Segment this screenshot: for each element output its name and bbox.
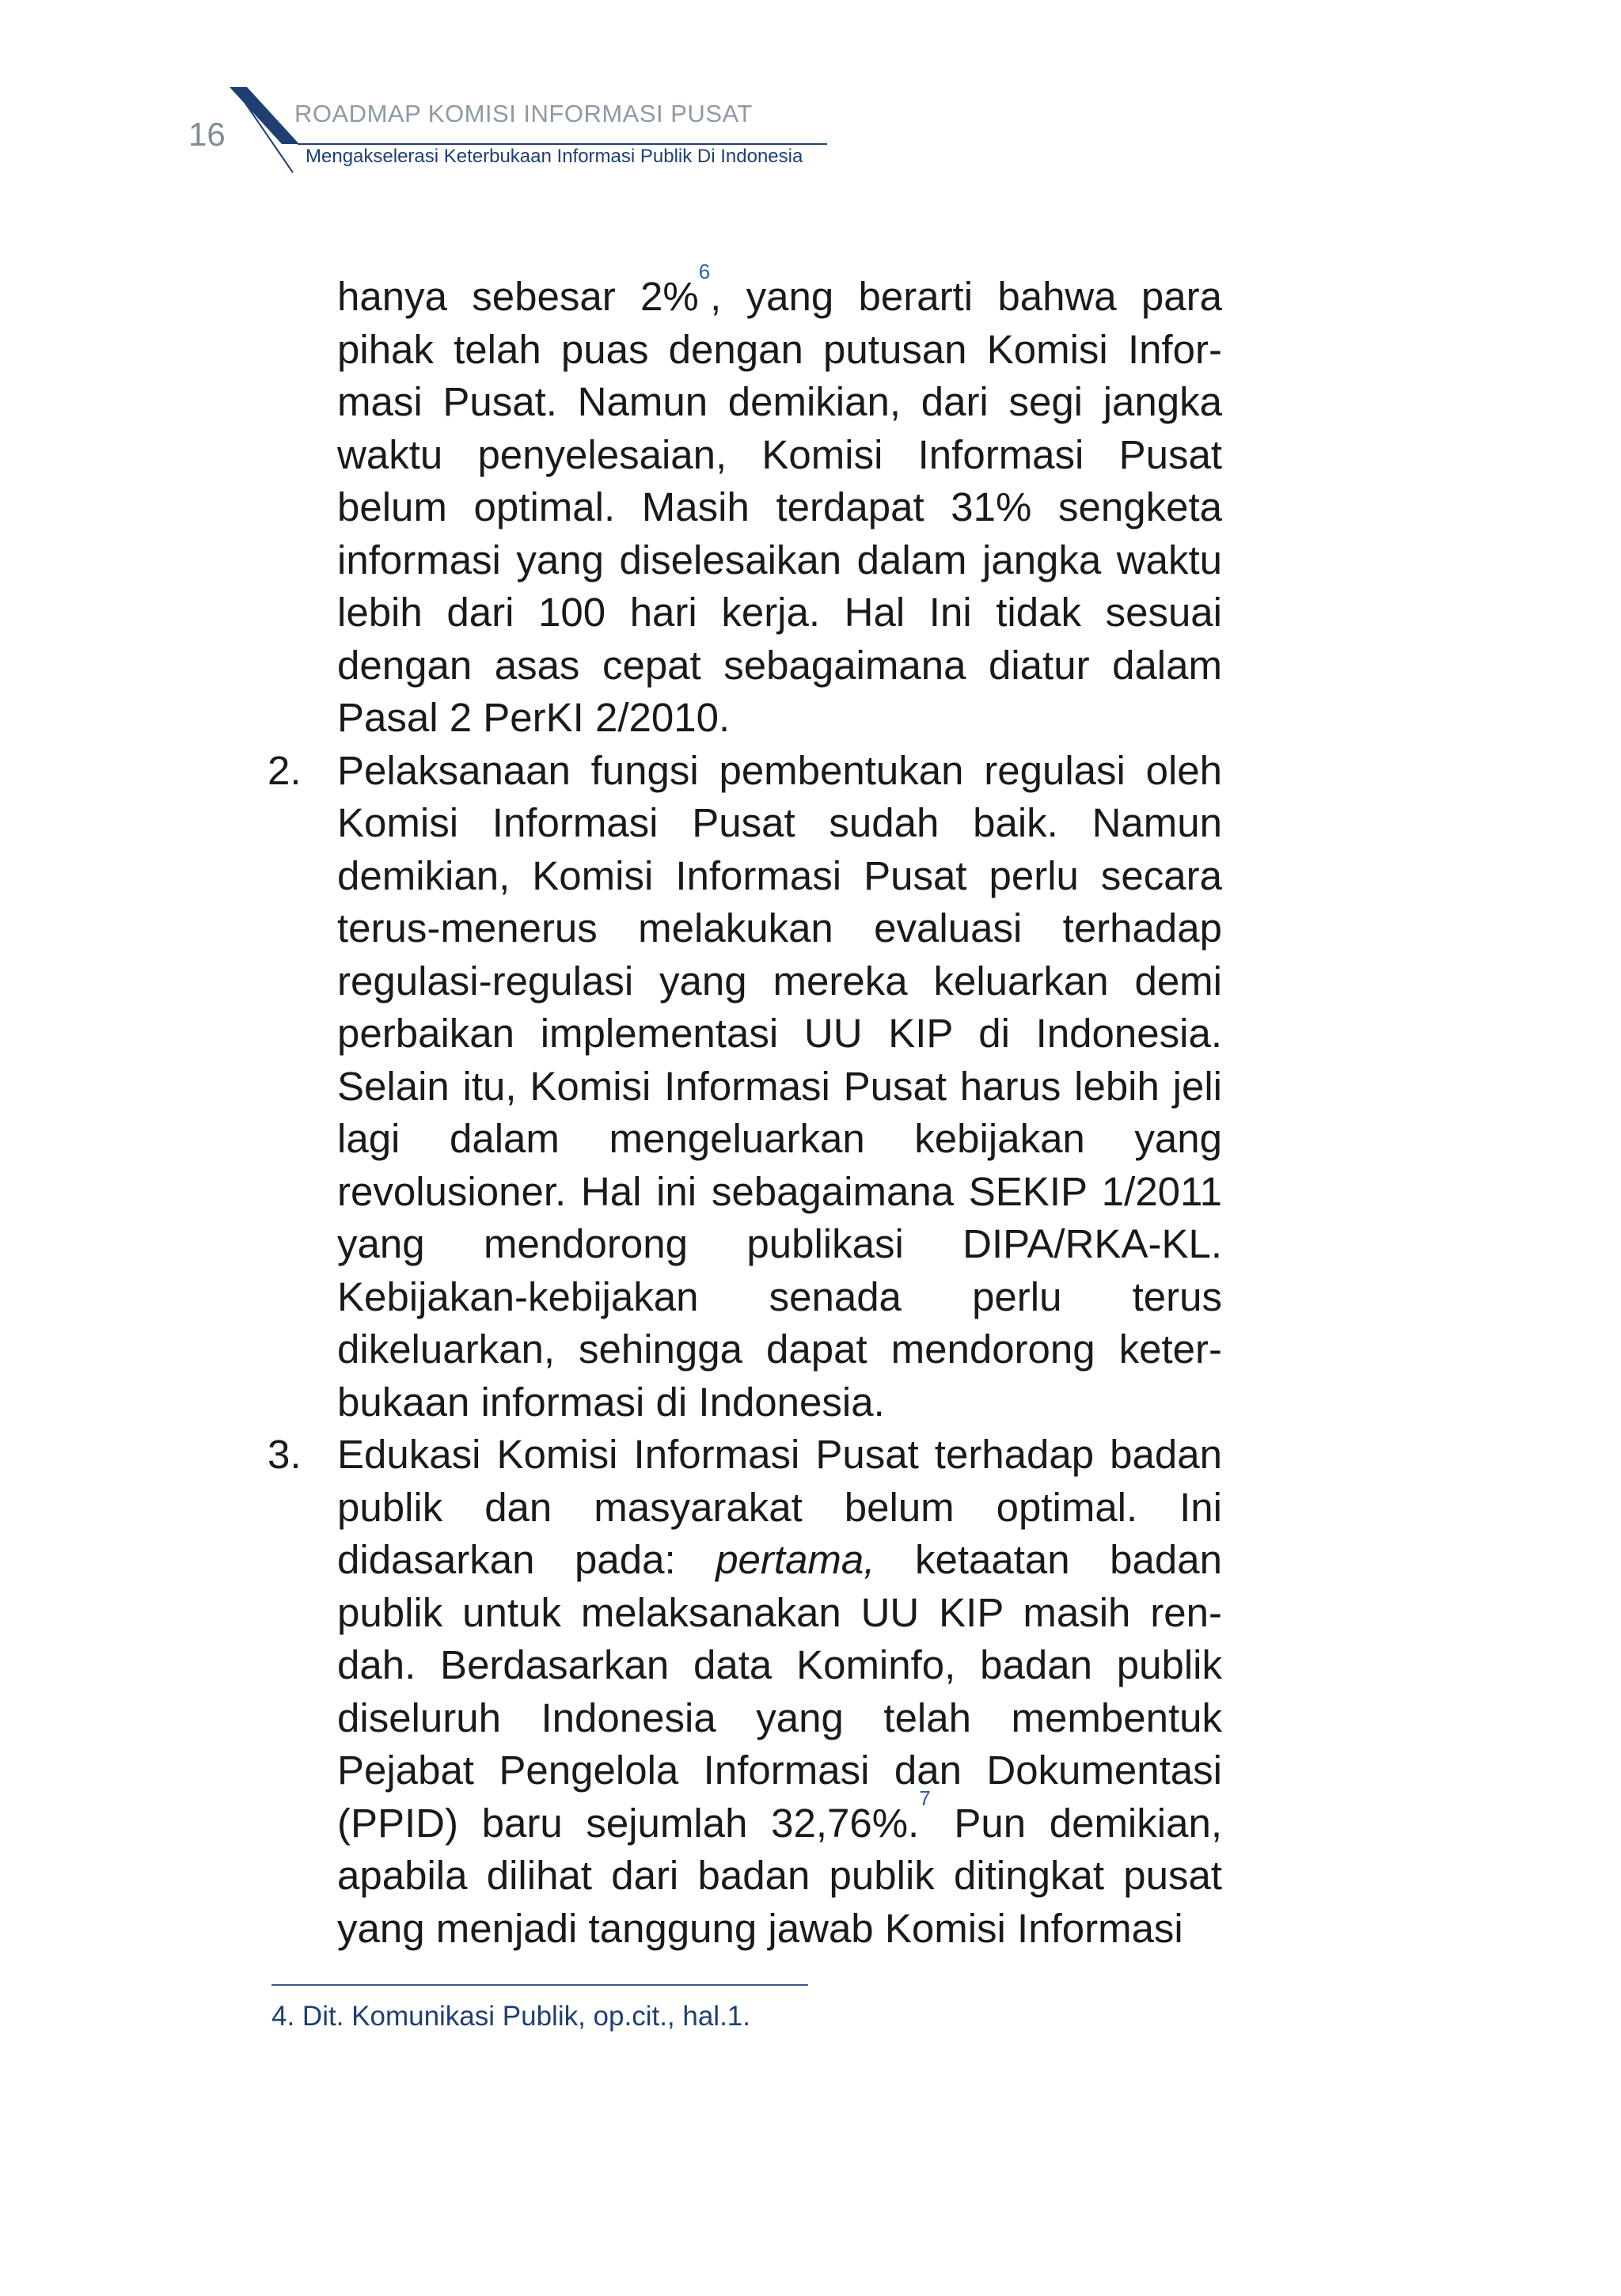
continuation-text-2: , yang berarti bahwa para pihak telah puas dengan putusan Komisi Informasi Pusat. Namun demikian, dari segi jangka waktu penyelesaian, Komisi Informasi Pusat belum optimal. Masih terdapat 31% sengketa informasi yang diselesaikan dalam jangka waktu lebih dari 100 hari kerja. Hal Ini tidak sesuai dengan asas cepat sebagaimana diatur dalam Pasal 2 PerKI 2/2010.: [337, 274, 1222, 740]
list-item-2: [268, 745, 1222, 1429]
header-subtitle: Mengakselerasi Keterbukaan Informasi Publik Di Indonesia: [306, 146, 803, 167]
footnote-divider: [271, 1984, 808, 1986]
body-text: [268, 260, 1222, 1955]
footnote-ref-7: 7: [919, 1786, 931, 1810]
continuation-paragraph: [268, 260, 1222, 745]
item-number: 2.: [268, 747, 302, 793]
item-text-part1: Edukasi Komisi Informasi Pusat terhadap badan publik dan masyarakat belum optimal. Ini didasarkan pada:: [337, 1432, 1222, 1582]
list-item-3: [268, 1429, 1222, 1955]
page-number: 16: [188, 116, 226, 153]
footnote-text: 4. Dit. Komunikasi Publik, op.cit., hal.1.: [271, 2001, 750, 2032]
header-title: ROADMAP KOMISI INFORMASI PUSAT: [294, 100, 753, 127]
item-text-part3: Pun demikian, apabila dilihat dari badan publik ditingkat pusat yang menjadi tanggung jawab Komisi Informasi: [337, 1800, 1222, 1951]
item-text: Pelaksanaan fungsi pembentukan regulasi oleh Komisi Informasi Pusat sudah baik. Namun demikian, Komisi Informasi Pusat perlu secara terus-menerus melakukan evaluasi terhadap regulasi-regulasi yang mereka keluarkan demi perbaikan implementasi UU KIP di Indonesia. Selain itu, Komisi Informasi Pusat harus lebih jeli lagi dalam mengeluarkan kebijakan yang revolusioner. Hal ini sebagaimana SEKIP 1/2011 yang mendorong publikasi DIPA/RKA-KL. Kebijakan-kebijakan senada perlu terus dikeluarkan, sehingga dapat mendorong keterbukaan informasi di Indonesia.: [337, 747, 1222, 1425]
continuation-text-1: hanya sebesar 2%: [337, 274, 699, 319]
item-text-part2: ketaatan badan publik untuk melaksanakan UU KIP masih rendah. Berdasarkan data Kominfo, badan publik diseluruh Indonesia yang telah membentuk Pejabat Pengelola Informasi dan Dokumentasi (PPID) baru sejumlah 32,76%.: [337, 1537, 1222, 1846]
item-text: [337, 1429, 1222, 1955]
item-number: 3.: [268, 1432, 302, 1477]
item-text-italic: pertama,: [716, 1537, 875, 1582]
footnote-ref-6: 6: [698, 260, 711, 283]
